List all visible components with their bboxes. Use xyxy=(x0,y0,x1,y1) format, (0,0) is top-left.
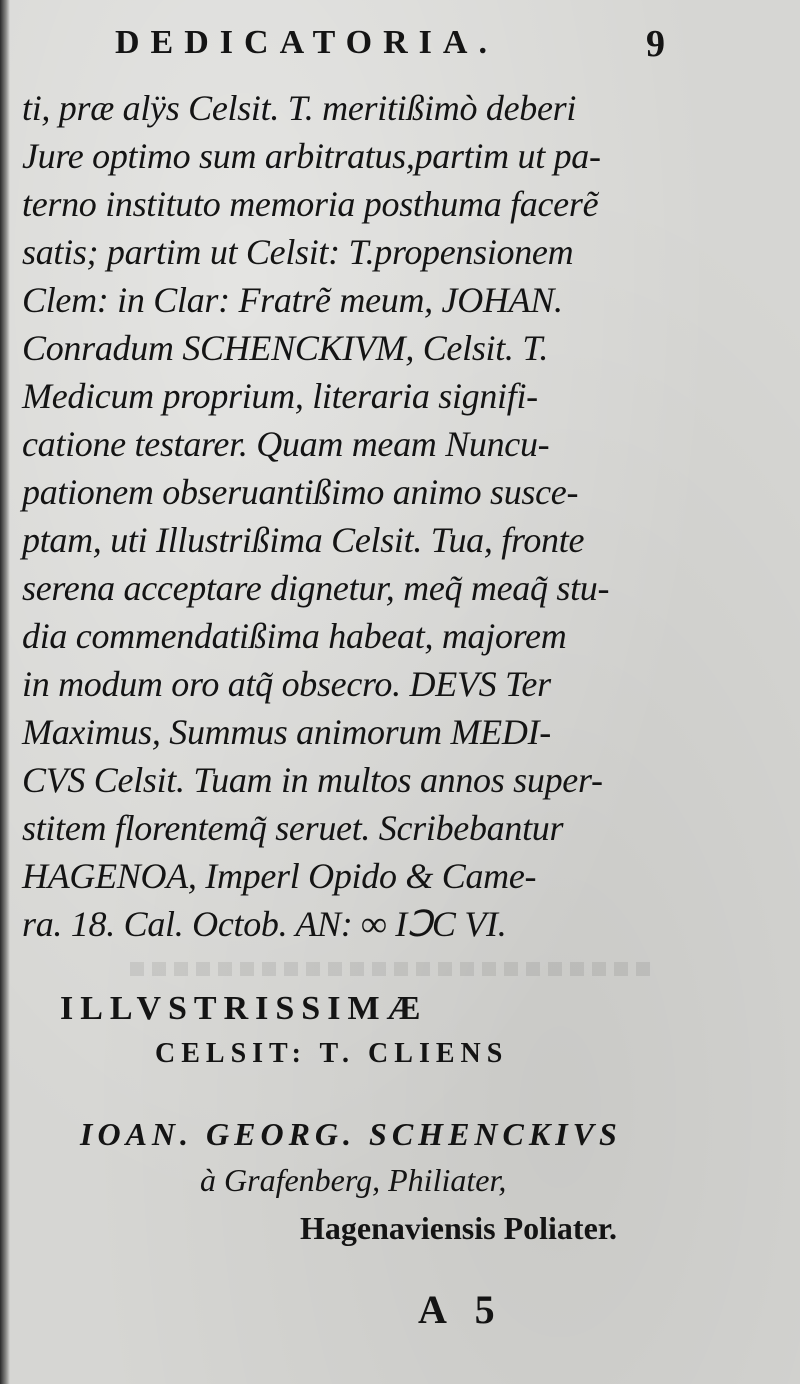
signature-cliens: CELSIT: T. CLIENS xyxy=(155,1038,509,1069)
text-line: ra. 18. Cal. Octob. AN: ∞ IↃC VI. xyxy=(22,904,507,944)
text-line: ptam, uti Illustrißima Celsit. Tua, fronte xyxy=(22,520,585,560)
bleed-through-ornament xyxy=(130,962,650,976)
signature-salutation: ILLVSTRISSIMÆ xyxy=(60,990,428,1027)
text-line: Clem: in Clar: Fratrẽ meum, JOHAN. xyxy=(22,280,563,320)
running-head: DEDICATORIA. xyxy=(115,24,498,61)
page-number: 9 xyxy=(646,23,665,65)
text-line: satis; partim ut Celsit: T.propensionem xyxy=(22,232,574,272)
text-line: Conradum SCHENCKIVM, Celsit. T. xyxy=(22,328,549,368)
text-line: in modum oro atq̃ obsecro. DEVS Ter xyxy=(22,664,551,704)
text-line: CVS Celsit. Tuam in multos annos super- xyxy=(22,760,603,800)
text-line: pationem obseruantißimo animo susce- xyxy=(22,472,579,512)
page-header xyxy=(0,20,800,70)
printer-signature-mark: A 5 xyxy=(418,1287,505,1332)
text-line: Medicum proprium, literaria signifi- xyxy=(22,376,538,416)
text-line: dia commendatißima habeat, majorem xyxy=(22,616,567,656)
text-line: HAGENOA, Imperl Opido & Came- xyxy=(22,856,537,896)
signature-author-office: Hagenaviensis Poliater. xyxy=(300,1210,618,1246)
text-line: Maximus, Summus animorum MEDI- xyxy=(22,712,551,752)
signature-author-name: IOAN. GEORG. SCHENCKIVS xyxy=(80,1116,622,1152)
text-line: stitem florentemq̃ seruet. Scribebantur xyxy=(22,808,564,848)
signature-block xyxy=(0,990,800,1250)
dedication-text xyxy=(22,84,682,948)
signature-author-origin: à Grafenberg, Philiater, xyxy=(200,1162,507,1198)
text-line: catione testarer. Quam meam Nuncu- xyxy=(22,424,550,464)
text-line: terno instituto memoria posthuma facerẽ xyxy=(22,184,599,224)
text-line: Jure optimo sum arbitratus,partim ut pa- xyxy=(22,136,601,176)
text-line: ti, præ alÿs Celsit. T. meritißimò deberi xyxy=(22,88,577,128)
text-line: serena acceptare dignetur, meq̃ meaq̃ stu- xyxy=(22,568,610,608)
